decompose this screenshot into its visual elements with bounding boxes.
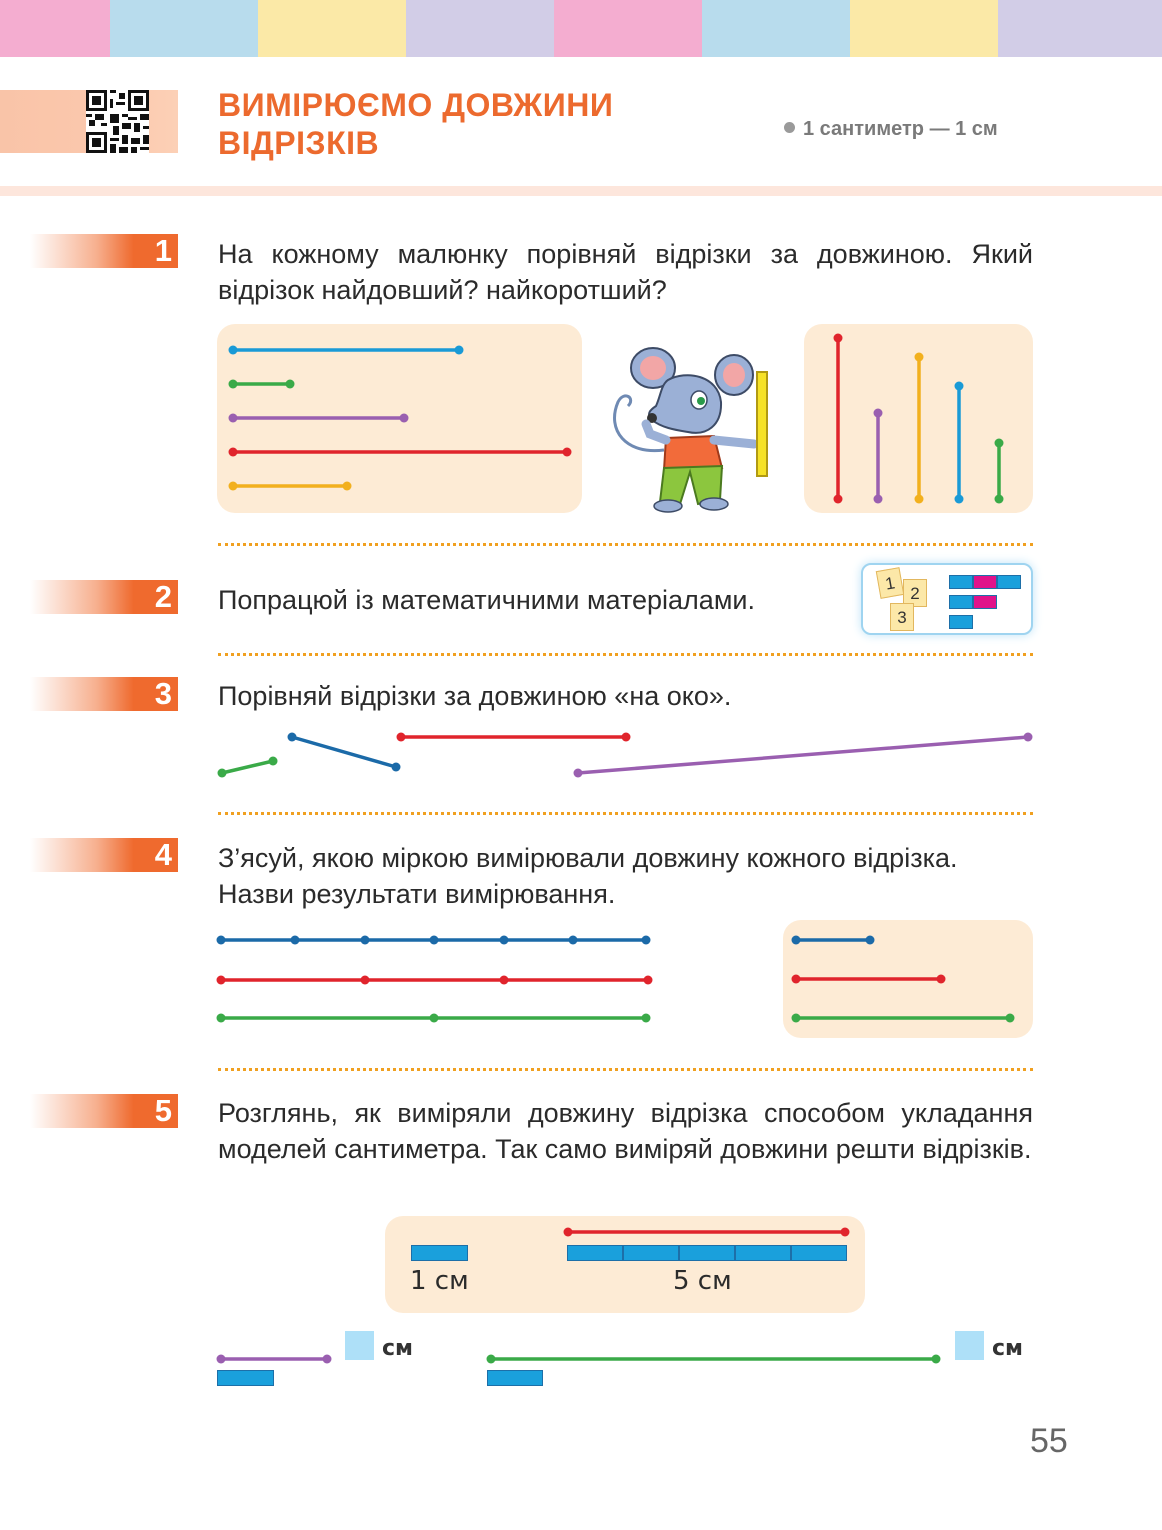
task-3-text: Порівняй відрізки за довжиною «на око».	[218, 681, 732, 711]
title-line-2: ВІДРІЗКІВ	[218, 125, 380, 161]
task-4-text: З’ясуй, якою міркою вимірювали довжину кожного відрізка. Назви результати вимірювання.	[218, 843, 958, 909]
title-line-1: ВИМІРЮЄМО ДОВЖИНИ	[218, 87, 614, 123]
subtitle-text: 1 сантиметр — 1 см	[803, 118, 998, 140]
label-1cm: 1 см	[410, 1266, 469, 1296]
cm-block-exercise-right	[487, 1370, 543, 1386]
task-5-text: Розглянь, як виміряли довжину відрізка способом укладання моделей сантиметра. Так само виміряй довжини решти відрізків.	[218, 1098, 1033, 1164]
page-number: 55	[1030, 1422, 1068, 1460]
unit-label-left: см	[382, 1336, 414, 1361]
task-number-2: 2	[30, 580, 178, 614]
answer-box-left[interactable]	[345, 1331, 374, 1360]
unit-label-right: см	[992, 1336, 1024, 1361]
task-2-text: Попрацюй із математичними матеріалами.	[218, 585, 755, 615]
task-number-1: 1	[30, 234, 178, 268]
number-card-2: 2	[903, 579, 927, 607]
answer-box-right[interactable]	[955, 1331, 984, 1360]
task-number-5: 5	[30, 1094, 178, 1128]
label-5cm: 5 см	[673, 1266, 732, 1296]
number-card-3: 3	[890, 603, 914, 631]
number-card-1: 1	[876, 567, 904, 599]
task-number-3: 3	[30, 677, 178, 711]
task-1-text: На кожному малюнку порівняй відрізки за довжиною. Який відрізок найдовший? найкоротший?	[218, 239, 1033, 305]
cm-block-exercise-left	[217, 1370, 274, 1386]
task-number-4: 4	[30, 838, 178, 872]
